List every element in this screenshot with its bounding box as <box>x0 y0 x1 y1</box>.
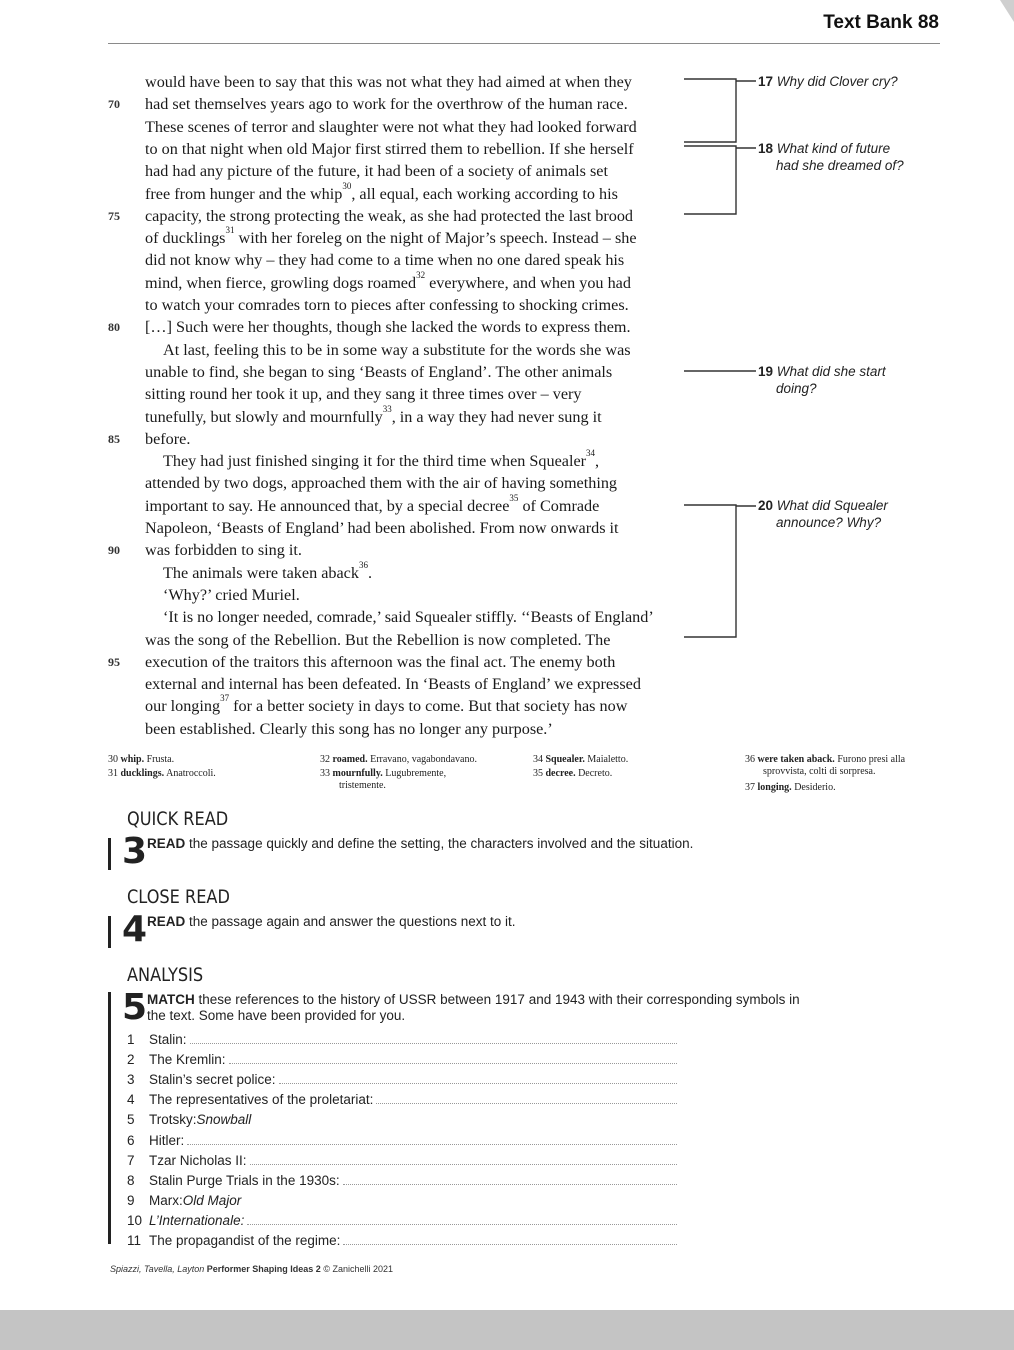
passage-line: They had just finished singing it for the third time when Squealer$^{34}$, <box>163 448 600 470</box>
question-17 <box>758 73 898 90</box>
passage-line: would have been to say that this was not what they had aimed at when they <box>145 73 632 91</box>
exercise-number: 5 <box>122 987 148 1028</box>
footnote-ref: 33 <box>382 404 392 414</box>
passage-line: At last, feeling this to be in some way a substitute for the words she was <box>163 341 631 359</box>
question-number: 17 <box>758 74 774 89</box>
footnote-ref: 32 <box>416 270 426 280</box>
question-text-cont: announce? Why? <box>776 515 882 530</box>
exercise-bar <box>108 838 111 870</box>
passage-line: execution of the traitors this afternoon was the final act. The enemy both <box>145 653 616 671</box>
footnote-33: 33 mournfully. Lugubremente, tristemente. <box>320 768 447 791</box>
line-number: 90 <box>108 543 120 557</box>
match-item: 8 Stalin Purge Trials in the 1930s: <box>127 1168 677 1188</box>
passage-line: had set themselves years ago to work for the overthrow of the human race. <box>145 95 628 113</box>
passage-line: capacity, the strong protecting the weak, as she had protected the last brood <box>145 207 634 225</box>
exercise-3-instruction: READ the passage quickly and define the setting, the characters involved and the situation. <box>147 836 694 851</box>
quick-read-title: QUICK READ <box>127 808 229 830</box>
exercise-4-instruction: READ the passage again and answer the questions next to it. <box>147 914 516 929</box>
question-number: 19 <box>758 364 774 379</box>
question-20 <box>758 497 888 531</box>
passage-line: ‘It is no longer needed, comrade,’ said Squealer stiffly. ‘‘Beasts of England’ <box>163 608 654 626</box>
passage-line: before. <box>145 430 191 448</box>
passage-line: […] Such were her thoughts, though she lacked the words to express them. <box>145 318 631 336</box>
match-item: 4 The representatives of the proletariat: <box>127 1087 677 1107</box>
question-18 <box>758 140 904 174</box>
passage-line: did not know why – they had come to a time when no one dared speak his <box>145 251 625 269</box>
footnote-31: 31 ducklings. Anatroccoli. <box>108 768 216 779</box>
match-item: 1 Stalin: <box>127 1027 677 1047</box>
exercise-number: 3 <box>122 831 148 872</box>
exercise-5-instruction: MATCH these references to the history of USSR between 1917 and 1943 with their corresponding symbols in the text. Some have been provided for you. <box>147 992 800 1023</box>
match-answer: Snowball <box>196 1112 252 1127</box>
match-answer: Old Major <box>182 1193 242 1208</box>
footnote-36: 36 were taken aback. Furono presi alla sprovvista, colti di sorpresa. <box>745 754 906 777</box>
footnote-ref: 37 <box>220 693 230 703</box>
bottom-band <box>0 1310 1014 1350</box>
match-item: 10 L’Internationale: <box>127 1208 677 1228</box>
passage-line: attended by two dogs, approached them with the air of having something <box>145 474 618 492</box>
footnote-30: 30 whip. Frusta. <box>108 754 175 765</box>
passage-line: The animals were taken aback$^{36}$. <box>163 560 372 582</box>
passage-line: to on that night when old Major first stirred them to rebellion. If she herself <box>145 140 634 158</box>
question-text: What did she start <box>776 364 886 379</box>
passage-line: had had any picture of the future, it had been of a society of animals set <box>145 162 608 180</box>
line-number: 80 <box>108 320 120 334</box>
answer-line[interactable] <box>279 1083 677 1084</box>
passage-line: mind, when fierce, growling dogs roamed$^{32}$ everywhere, and when you had <box>145 270 631 292</box>
answer-line[interactable] <box>190 1043 677 1044</box>
passage-line: external and internal has been defeated. In ‘Beasts of England’ we expressed <box>145 675 641 693</box>
match-item: 6 Hitler: <box>127 1128 677 1148</box>
passage-line: free from hunger and the whip$^{30}$, all equal, each working according to his <box>145 181 618 203</box>
passage-line: to watch your comrades torn to pieces after confessing to shocking crimes. <box>145 296 629 314</box>
answer-line[interactable] <box>229 1063 677 1064</box>
question-text: Why did Clover cry? <box>776 74 898 89</box>
q20-bracket <box>684 505 736 637</box>
answer-line[interactable] <box>247 1224 677 1225</box>
page-title: Text Bank 88 <box>823 12 939 33</box>
passage-line: was the song of the Rebellion. But the Rebellion is now completed. The <box>145 631 611 649</box>
question-number: 20 <box>758 498 774 513</box>
footnote-35: 35 decree. Decreto. <box>533 768 613 779</box>
footnote-32: 32 roamed. Erravano, vagabondavano. <box>320 754 477 765</box>
question-text-cont: had she dreamed of? <box>776 158 904 173</box>
answer-line[interactable] <box>187 1144 677 1145</box>
footnote-ref: 36 <box>358 560 368 570</box>
footnote-ref: 35 <box>509 493 519 503</box>
line-number: 95 <box>108 655 120 669</box>
footnote-ref: 34 <box>586 448 596 458</box>
footnote-37: 37 longing. Desiderio. <box>745 782 836 793</box>
answer-line[interactable] <box>343 1184 677 1185</box>
footnote-ref: 30 <box>342 181 352 191</box>
passage-line: been established. Clearly this song has no longer any purpose.’ <box>145 720 553 738</box>
footnote-34: 34 Squealer. Maialetto. <box>533 754 629 765</box>
passage-line: was forbidden to sing it. <box>145 541 302 559</box>
question-text: What kind of future <box>776 141 891 156</box>
exercise-bar <box>108 992 111 1244</box>
match-item: 2 The Kremlin: <box>127 1047 677 1067</box>
q17-bracket <box>684 79 736 142</box>
question-19 <box>758 363 886 397</box>
match-item: 9 Marx: Old Major <box>127 1193 242 1208</box>
answer-line[interactable] <box>250 1164 677 1165</box>
exercise-number: 4 <box>122 909 148 950</box>
passage-line: sitting round her took it up, and they sang it three times over – very <box>145 385 582 403</box>
match-item: 7 Tzar Nicholas II: <box>127 1148 677 1168</box>
question-text-cont: doing? <box>776 381 817 396</box>
question-text: What did Squealer <box>776 498 888 513</box>
passage-line: of ducklings$^{31}$ with her foreleg on the night of Major’s speech. Instead – she <box>145 225 637 247</box>
passage-line: unable to find, she began to sing ‘Beasts of England’. The other animals <box>145 363 613 381</box>
footnote-ref: 31 <box>225 225 235 235</box>
match-item: 5 Trotsky: Snowball <box>127 1112 252 1127</box>
close-read-title: CLOSE READ <box>127 886 230 908</box>
line-number: 85 <box>108 432 120 446</box>
match-item: 11 The propagandist of the regime: <box>127 1228 677 1248</box>
answer-line[interactable] <box>376 1103 677 1104</box>
question-number: 18 <box>758 141 774 156</box>
analysis-title: ANALYSIS <box>127 964 204 986</box>
credits: Spiazzi, Tavella, Layton Performer Shaping Ideas 2 © Zanichelli 2021 <box>110 1264 393 1274</box>
passage-line: These scenes of terror and slaughter were not what they had looked forward <box>145 118 637 136</box>
passage-line: important to say. He announced that, by a special decree$^{35}$ of Comrade <box>145 493 600 515</box>
line-number: 70 <box>108 97 120 111</box>
q18-bracket <box>684 146 736 214</box>
passage-line: ‘Why?’ cried Muriel. <box>163 586 300 604</box>
match-item: 3 Stalin’s secret police: <box>127 1067 677 1087</box>
exercise-bar <box>108 916 111 948</box>
passage-line: our longing$^{37}$ for a better society in days to come. But that society has now <box>145 693 628 715</box>
answer-line[interactable] <box>343 1244 677 1245</box>
passage-line: Napoleon, ‘Beasts of England’ had been abolished. From now onwards it <box>145 519 619 537</box>
line-number: 75 <box>108 209 120 223</box>
passage-line: tunefully, but slowly and mournfully$^{33}$, in a way they had never sung it <box>145 404 602 426</box>
